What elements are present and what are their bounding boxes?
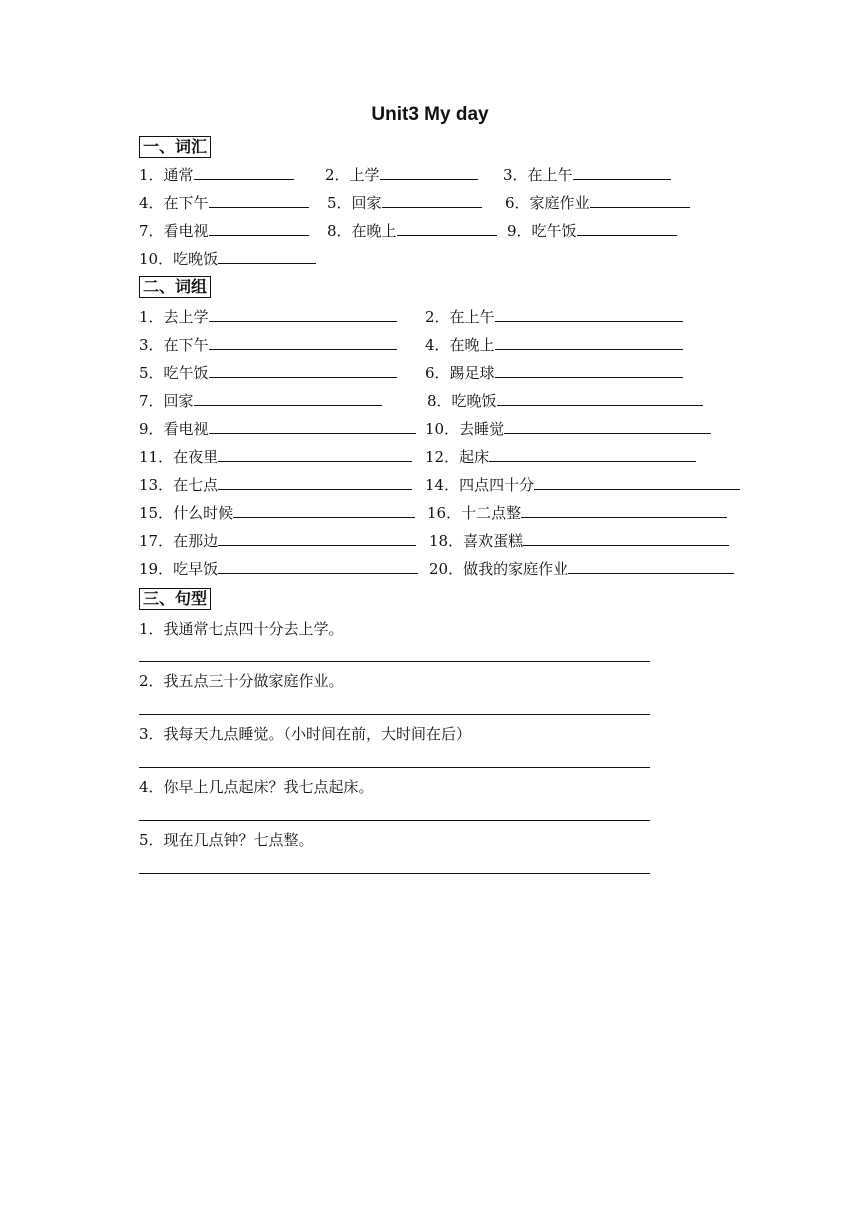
sentence-prompt: 3．我每天九点睡觉。（小时间在前，大时间在后）	[139, 725, 472, 743]
phrase-blank[interactable]	[233, 502, 415, 518]
phrase-blank[interactable]	[218, 558, 418, 574]
vocab-label: 1．通常	[139, 166, 194, 184]
phrase-blank[interactable]	[504, 418, 711, 434]
sentence-prompt: 4．你早上几点起床？我七点起床。	[139, 778, 374, 796]
phrase-label: 7．回家	[139, 392, 194, 410]
phrase-blank[interactable]	[218, 474, 412, 490]
vocab-blank[interactable]	[397, 220, 497, 236]
vocab-item	[139, 220, 309, 241]
phrase-blank[interactable]	[209, 306, 397, 322]
phrase-item	[139, 530, 416, 551]
phrase-item	[427, 502, 727, 523]
sentence-answer-line[interactable]	[139, 714, 650, 715]
phrase-blank[interactable]	[523, 530, 729, 546]
vocab-blank[interactable]	[577, 220, 677, 236]
phrase-label: 5．吃午饭	[139, 364, 209, 382]
phrase-label: 1．去上学	[139, 308, 209, 326]
vocab-blank[interactable]	[380, 164, 478, 180]
vocab-item	[139, 248, 316, 269]
phrase-item	[427, 390, 703, 411]
vocab-label: 3．在上午	[503, 166, 573, 184]
phrase-label: 13．在七点	[139, 476, 219, 494]
phrase-label: 16．十二点整	[427, 504, 522, 522]
sentence-prompt: 5．现在几点钟？七点整。	[139, 831, 314, 849]
phrase-label: 17．在那边	[139, 532, 219, 550]
vocab-item	[507, 220, 677, 241]
phrase-blank[interactable]	[218, 446, 412, 462]
phrase-item	[139, 362, 397, 383]
phrase-label: 18．喜欢蛋糕	[429, 532, 524, 550]
section-heading-vocab: 一、词汇	[139, 136, 211, 158]
sentence-answer-line[interactable]	[139, 661, 650, 662]
phrase-item	[139, 558, 418, 579]
phrase-item	[139, 446, 412, 467]
phrase-item	[425, 446, 696, 467]
phrase-label: 19．吃早饭	[139, 560, 219, 578]
phrase-item	[139, 334, 397, 355]
phrase-label: 14．四点四十分	[425, 476, 535, 494]
vocab-blank[interactable]	[382, 192, 482, 208]
vocab-label: 7．看电视	[139, 222, 209, 240]
vocab-item	[139, 192, 309, 213]
phrase-item	[425, 362, 683, 383]
vocab-label: 10．吃晚饭	[139, 250, 219, 268]
vocab-blank[interactable]	[194, 164, 294, 180]
phrase-item	[425, 306, 683, 327]
phrase-item	[139, 306, 397, 327]
vocab-item	[503, 164, 671, 185]
vocab-item	[325, 164, 478, 185]
phrase-item	[425, 334, 683, 355]
vocab-item	[505, 192, 690, 213]
sentence-prompt: 2．我五点三十分做家庭作业。	[139, 672, 344, 690]
phrase-label: 8．吃晚饭	[427, 392, 497, 410]
phrase-blank[interactable]	[495, 306, 683, 322]
vocab-label: 5．回家	[327, 194, 382, 212]
phrase-blank[interactable]	[568, 558, 734, 574]
phrase-label: 10．去睡觉	[425, 420, 505, 438]
phrase-item	[139, 418, 416, 439]
vocab-blank[interactable]	[573, 164, 671, 180]
phrase-blank[interactable]	[521, 502, 727, 518]
phrase-label: 4．在晚上	[425, 336, 495, 354]
vocab-blank[interactable]	[590, 192, 690, 208]
phrase-item	[139, 502, 415, 523]
phrase-blank[interactable]	[495, 334, 683, 350]
phrase-label: 12．起床	[425, 448, 490, 466]
phrase-label: 6．踢足球	[425, 364, 495, 382]
sentence-answer-line[interactable]	[139, 873, 650, 874]
vocab-item	[139, 164, 294, 185]
phrase-blank[interactable]	[495, 362, 683, 378]
phrase-item	[429, 530, 729, 551]
vocab-label: 8．在晚上	[327, 222, 397, 240]
section-heading-sentences: 三、句型	[139, 588, 211, 610]
phrase-blank[interactable]	[209, 362, 397, 378]
phrase-blank[interactable]	[497, 390, 703, 406]
sentence-prompt: 1．我通常七点四十分去上学。	[139, 620, 344, 638]
sentence-answer-line[interactable]	[139, 820, 650, 821]
vocab-label: 9．吃午饭	[507, 222, 577, 240]
phrase-blank[interactable]	[209, 334, 397, 350]
vocab-item	[327, 220, 497, 241]
phrase-blank[interactable]	[218, 530, 416, 546]
phrase-blank[interactable]	[489, 446, 696, 462]
phrase-label: 9．看电视	[139, 420, 209, 438]
vocab-blank[interactable]	[209, 220, 309, 236]
phrase-item	[425, 474, 740, 495]
phrase-label: 15．什么时候	[139, 504, 234, 522]
page-title: Unit3 My day	[371, 104, 489, 125]
vocab-blank[interactable]	[209, 192, 309, 208]
vocab-label: 6．家庭作业	[505, 194, 590, 212]
vocab-label: 2．上学	[325, 166, 380, 184]
section-heading-phrases: 二、词组	[139, 276, 211, 298]
phrase-item	[139, 474, 412, 495]
phrase-label: 2．在上午	[425, 308, 495, 326]
phrase-label: 3．在下午	[139, 336, 209, 354]
phrase-label: 11．在夜里	[139, 448, 219, 466]
vocab-label: 4．在下午	[139, 194, 209, 212]
vocab-item	[327, 192, 482, 213]
phrase-label: 20．做我的家庭作业	[429, 560, 569, 578]
vocab-blank[interactable]	[218, 248, 316, 264]
phrase-item	[425, 418, 711, 439]
phrase-blank[interactable]	[194, 390, 382, 406]
phrase-blank[interactable]	[209, 418, 416, 434]
phrase-item	[429, 558, 734, 579]
sentence-answer-line[interactable]	[139, 767, 650, 768]
phrase-blank[interactable]	[534, 474, 740, 490]
phrase-item	[139, 390, 382, 411]
